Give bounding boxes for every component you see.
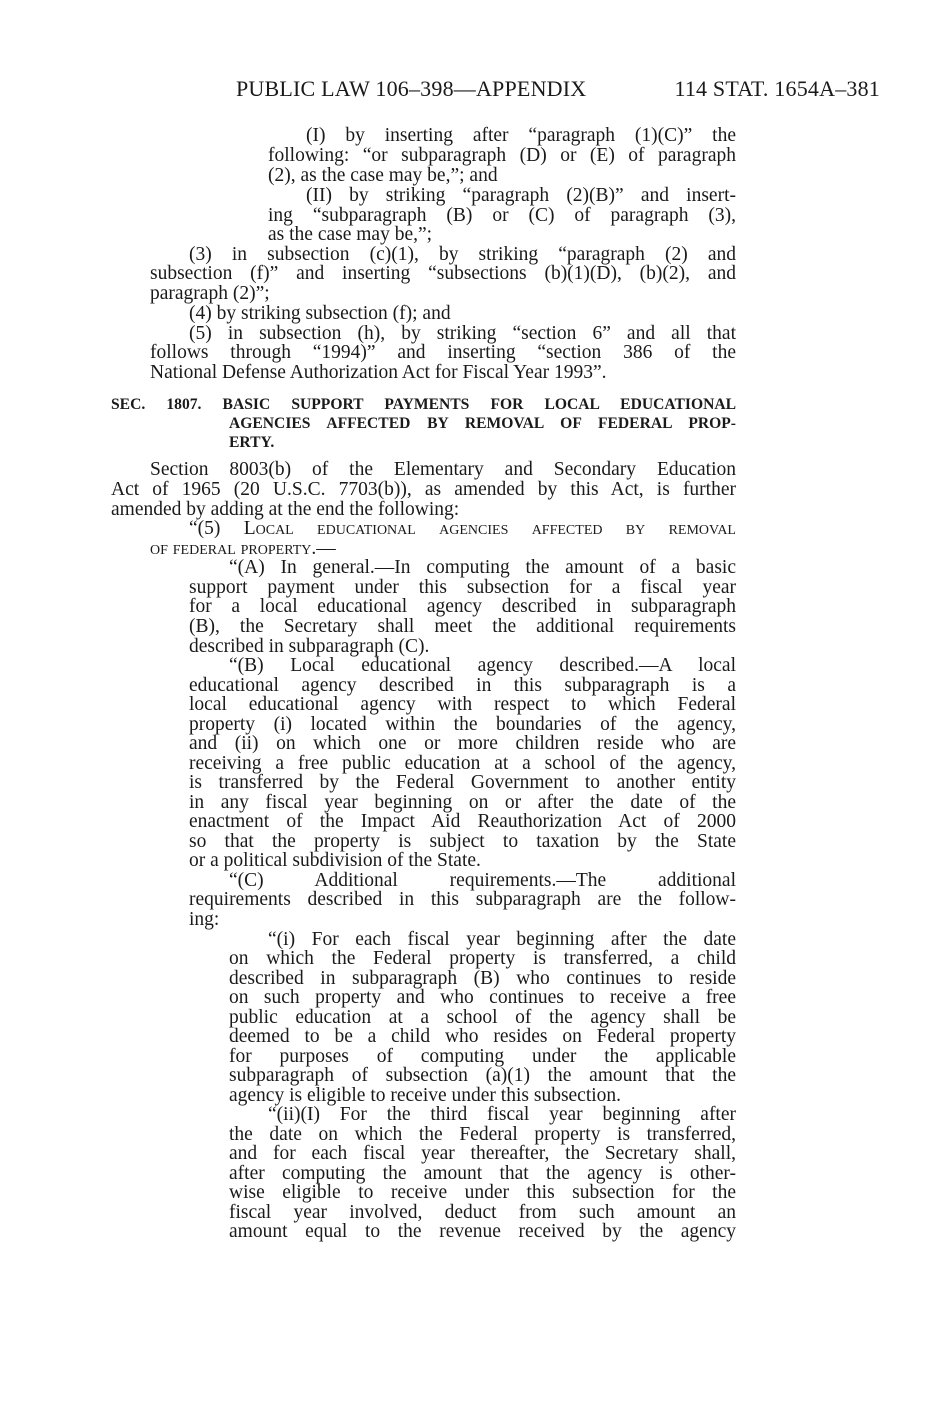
text-line: (II) by striking “paragraph (2)(B)” and insert-: [306, 185, 736, 206]
text-line: support payment under this subsection for a fiscal year: [189, 577, 736, 598]
text-line: receiving a free public education at a school of the agency,: [189, 753, 736, 774]
section-heading: AGENCIES AFFECTED BY REMOVAL OF FEDERAL PROP-: [229, 415, 736, 432]
text-line: paragraph (2)”;: [150, 283, 270, 304]
text-line: wise eligible to receive under this subsection for the: [229, 1182, 736, 1203]
header-public-law: PUBLIC LAW 106–398—APPENDIX: [236, 76, 587, 101]
text-line: enactment of the Impact Aid Reauthorization Act of 2000: [189, 811, 736, 832]
text-line: “(B) Local educational agency described.—A local: [229, 655, 736, 676]
header-stat-page: 114 STAT. 1654A–381: [674, 76, 880, 101]
text-line: property (i) located within the boundaries of the agency,: [189, 714, 736, 735]
text-line: described in subparagraph (B) who continues to reside: [229, 968, 736, 989]
text-line: for a local educational agency described in subparagraph: [189, 596, 736, 617]
text-line: deemed to be a child who resides on Federal property: [229, 1026, 736, 1047]
text-line: subparagraph of subsection (a)(1) the amount that the: [229, 1065, 736, 1086]
text-line: agency is eligible to receive under this subsection.: [229, 1085, 622, 1106]
text-line: the date on which the Federal property is transferred,: [229, 1124, 736, 1145]
section-heading: SEC. 1807. BASIC SUPPORT PAYMENTS FOR LOCAL EDUCATIONAL: [111, 396, 736, 413]
text-line: as the case may be,”;: [268, 224, 433, 245]
text-line: “(A) In general.—In computing the amount of a basic: [229, 557, 736, 578]
text-line: (2), as the case may be,”; and: [268, 165, 498, 186]
text-line: “(ii)(I) For the third fiscal year beginning after: [268, 1104, 736, 1125]
text-line: National Defense Authorization Act for Fiscal Year 1993”.: [150, 362, 607, 383]
text-line: on such property and who continues to receive a free: [229, 987, 736, 1008]
section-heading: ERTY.: [229, 434, 275, 451]
text-line: educational agency described in this subparagraph is a: [189, 675, 736, 696]
text-line: for purposes of computing under the applicable: [229, 1046, 736, 1067]
text-line: and for each fiscal year thereafter, the Secretary shall,: [229, 1143, 736, 1164]
subsection-heading: of federal property.—: [150, 538, 336, 559]
text-line: in any fiscal year beginning on or after the date of the: [189, 792, 736, 813]
text-line: local educational agency with respect to which Federal: [189, 694, 736, 715]
text-line: follows through “1994)” and inserting “section 386 of the: [150, 342, 736, 363]
text-line: “(C) Additional requirements.—The additional: [229, 870, 736, 891]
text-line: (B), the Secretary shall meet the additional requirements: [189, 616, 736, 637]
text-line: after computing the amount that the agency is other-: [229, 1163, 736, 1184]
text-line: amount equal to the revenue received by the agency: [229, 1221, 736, 1242]
text-line: or a political subdivision of the State.: [189, 850, 481, 871]
text-line: (I) by inserting after “paragraph (1)(C)” the: [306, 125, 736, 146]
text-line: subsection (f)” and inserting “subsections (b)(1)(D), (b)(2), and: [150, 263, 736, 284]
text-line: so that the property is subject to taxation by the State: [189, 831, 736, 852]
text-line: is transferred by the Federal Government to another entity: [189, 772, 736, 793]
text-line: ing “subparagraph (B) or (C) of paragraph (3),: [268, 205, 736, 226]
text-line: ing:: [189, 909, 220, 930]
subsection-heading: “(5) Local educational agencies affected by removal: [189, 518, 736, 539]
text-line: (3) in subsection (c)(1), by striking “paragraph (2) and: [189, 244, 736, 265]
text-line: on which the Federal property is transferred, a child: [229, 948, 736, 969]
text-line: Section 8003(b) of the Elementary and Secondary Education: [150, 459, 736, 480]
text-line: described in subparagraph (C).: [189, 636, 430, 657]
text-line: (5) in subsection (h), by striking “section 6” and all that: [189, 323, 736, 344]
text-line: requirements described in this subparagraph are the follow-: [189, 889, 736, 910]
text-line: public education at a school of the agency shall be: [229, 1007, 736, 1028]
text-line: Act of 1965 (20 U.S.C. 7703(b)), as amended by this Act, is further: [111, 479, 736, 500]
text-line: and (ii) on which one or more children reside who are: [189, 733, 736, 754]
text-line: “(i) For each fiscal year beginning after the date: [268, 929, 736, 950]
text-line: (4) by striking subsection (f); and: [189, 303, 451, 324]
text-line: amended by adding at the end the following:: [111, 499, 460, 520]
text-line: fiscal year involved, deduct from such amount an: [229, 1202, 736, 1223]
text-line: following: “or subparagraph (D) or (E) of paragraph: [268, 145, 736, 166]
running-header: [236, 76, 880, 106]
